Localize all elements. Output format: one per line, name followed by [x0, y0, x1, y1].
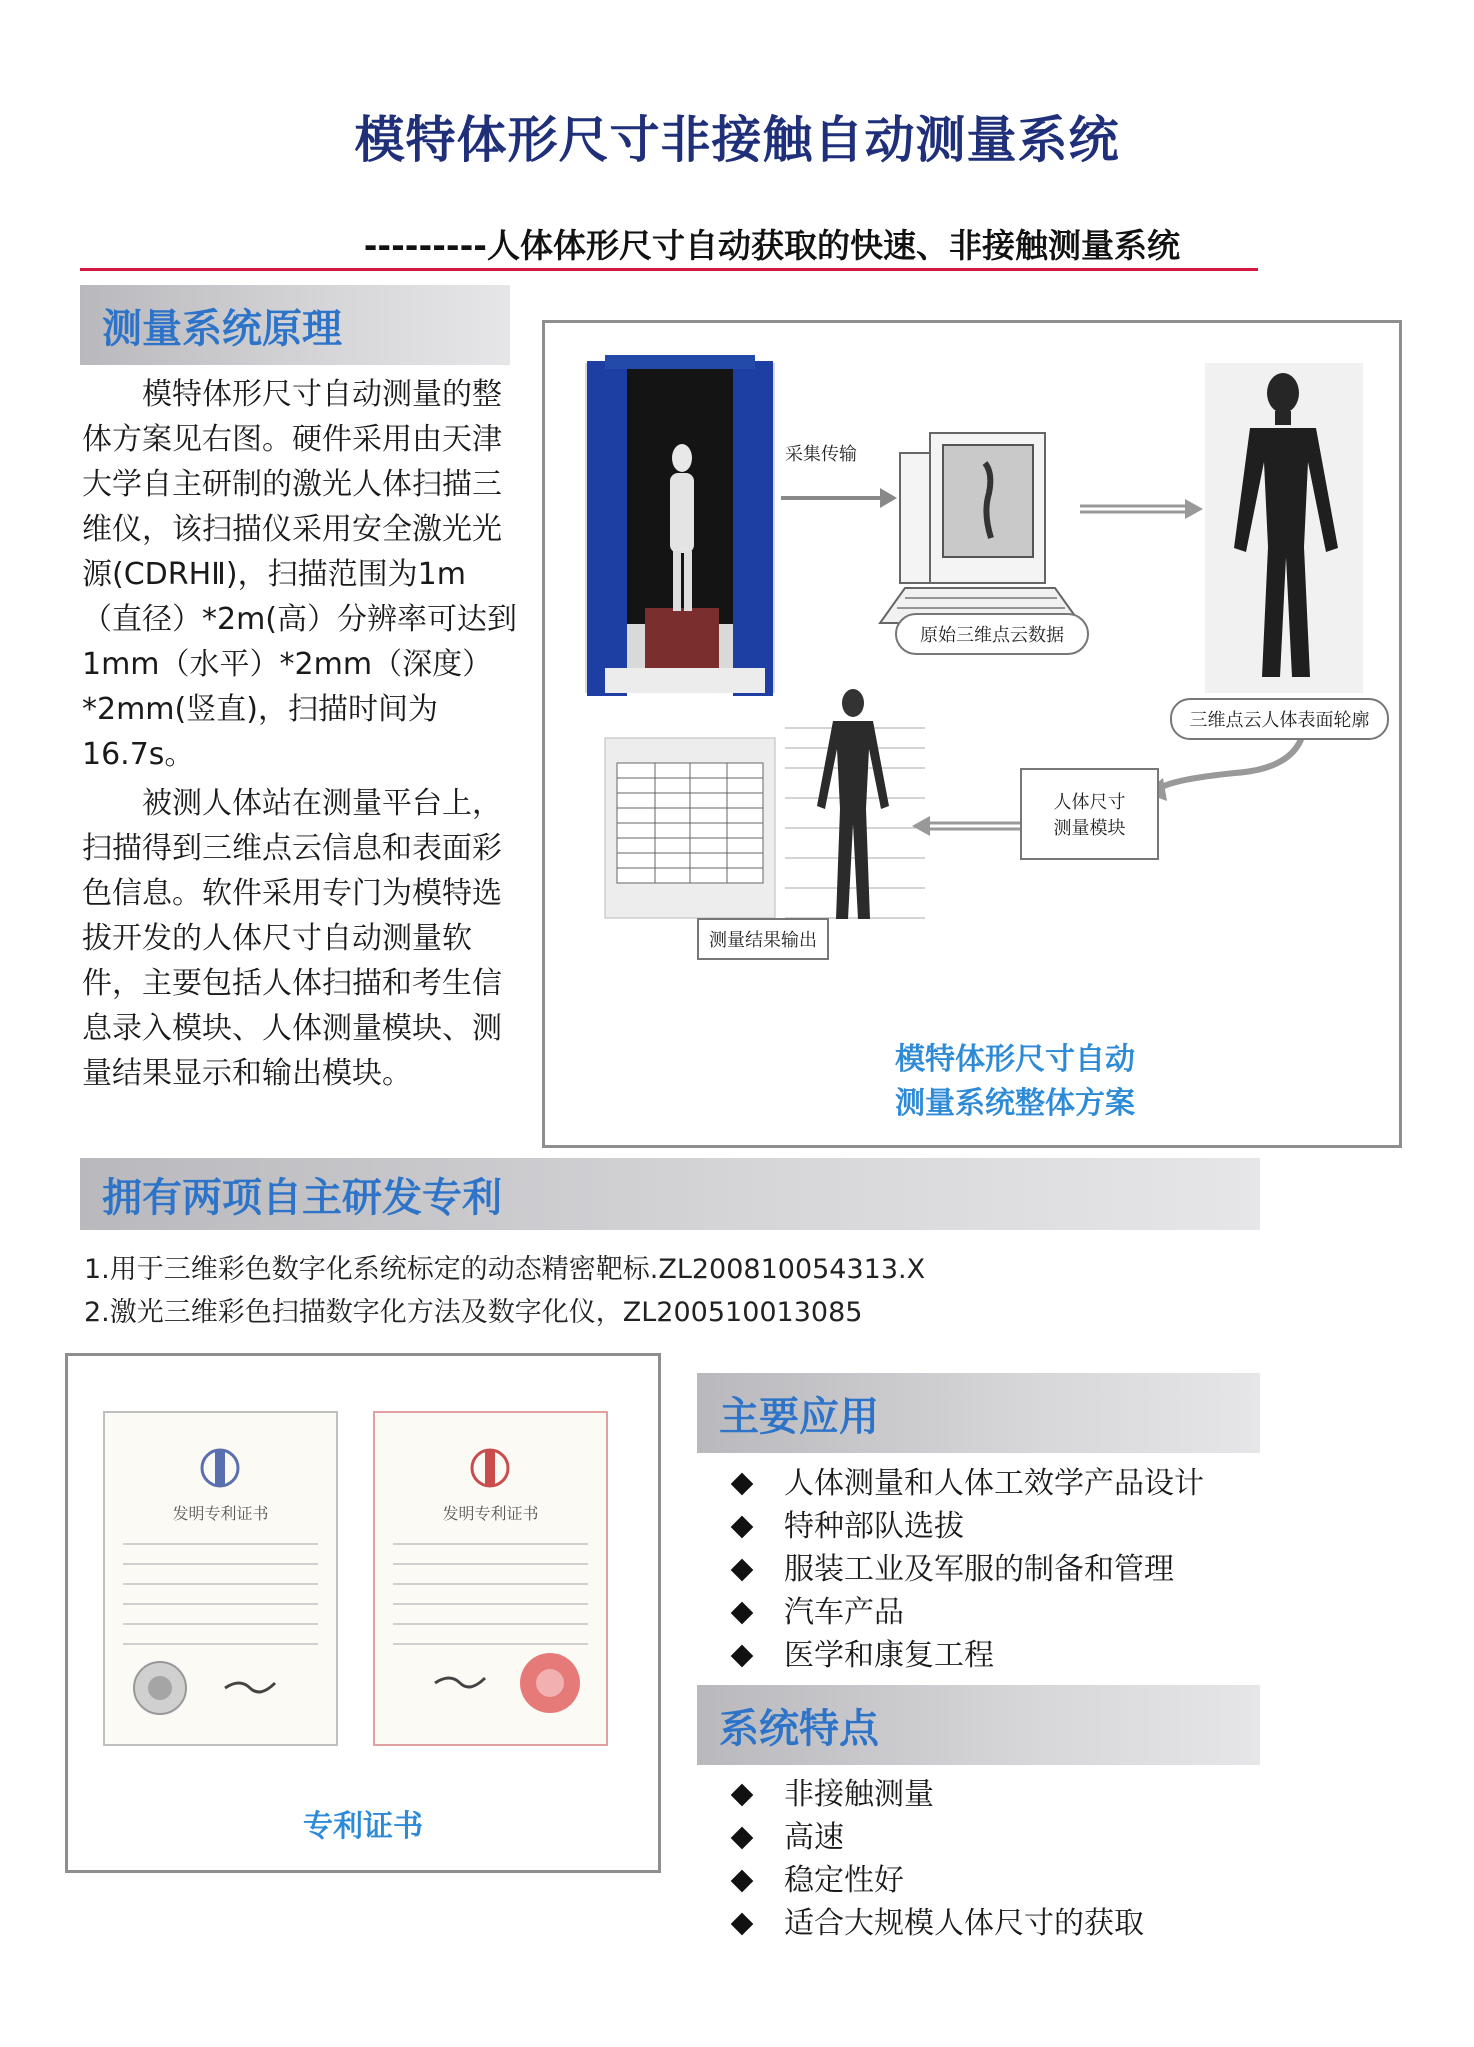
module-box — [1020, 768, 1159, 860]
patent-certificate-left — [103, 1411, 338, 1746]
system-diagram — [542, 320, 1402, 1148]
measurement-figure-image — [785, 689, 925, 919]
feature-item: 适合大规模人体尺寸的获取 — [718, 1902, 1144, 1945]
application-item: 医学和康复工程 — [718, 1634, 1204, 1677]
title-divider — [80, 268, 1258, 271]
cert-title-left: 发明专利证书 — [172, 1504, 269, 1523]
diamond-bullet-icon — [731, 1783, 754, 1806]
label-module-line1: 人体尺寸 — [1053, 792, 1126, 813]
application-item: 汽车产品 — [718, 1591, 1204, 1634]
patent-item-1: 1.用于三维彩色数字化系统标定的动态精密靶标.ZL200810054313.X — [84, 1254, 926, 1285]
feature-item: 非接触测量 — [718, 1773, 1144, 1816]
section-heading-principle: 测量系统原理 — [80, 285, 510, 365]
diamond-bullet-icon — [731, 1912, 754, 1935]
application-item: 服装工业及军服的制备和管理 — [718, 1548, 1204, 1591]
features-list — [718, 1773, 1144, 1945]
arrow-module-to-output — [912, 816, 1020, 836]
diagram-caption — [795, 1038, 1235, 1126]
diamond-bullet-icon — [731, 1601, 754, 1624]
certificate-emblem-icon — [105, 1413, 336, 1744]
arrow-to-contour — [1080, 499, 1203, 519]
applications-list — [718, 1462, 1204, 1677]
application-item: 特种部队选拔 — [718, 1505, 1204, 1548]
diamond-bullet-icon — [731, 1644, 754, 1667]
principle-paragraph-1: 模特体形尺寸自动测量的整体方案见右图。硬件采用由天津大学自主研制的激光人体扫描三维仪，该扫描仪采用安全激光光源(CDRHⅡ)，扫描范围为1m（直径）*2m(高）分辨率可达到1mm（水平）*2mm（深度）*2mm(竖直)，扫描时间为16.7s。 — [82, 377, 518, 772]
result-table-image — [605, 738, 775, 918]
point-cloud-figure-image — [1205, 363, 1363, 693]
principle-text — [82, 372, 522, 1100]
diamond-bullet-icon — [731, 1869, 754, 1892]
patent-item-2: 2.激光三维彩色扫描数字化方法及数字化仪，ZL200510013085 — [84, 1297, 863, 1328]
label-output: 测量结果输出 — [697, 918, 829, 960]
diamond-bullet-icon — [731, 1826, 754, 1849]
label-pointcloud: 原始三维点云数据 — [895, 613, 1089, 655]
page-title: 模特体形尺寸非接触自动测量系统 — [354, 111, 1120, 169]
certificate-caption: 专利证书 — [303, 1809, 423, 1844]
label-module-line2: 测量模块 — [1053, 818, 1126, 839]
label-contour: 三维点云人体表面轮廓 — [1170, 698, 1389, 740]
section-heading-patents: 拥有两项自主研发专利 — [80, 1158, 1260, 1230]
application-item: 人体测量和人体工效学产品设计 — [718, 1462, 1204, 1505]
patent-certificate-right — [373, 1411, 608, 1746]
principle-paragraph-2: 被测人体站在测量平台上，扫描得到三维点云信息和表面彩色信息。软件采用专门为模特选拔开发的人体尺寸自动测量软件，主要包括人体扫描和考生信息录入模块、人体测量模块、测量结果显示和输出模块。 — [82, 786, 502, 1091]
diamond-bullet-icon — [731, 1515, 754, 1538]
patent-certificates-frame — [65, 1353, 661, 1873]
section-heading-applications: 主要应用 — [697, 1373, 1260, 1453]
arrow-acquire — [781, 488, 897, 508]
cert-title-right: 发明专利证书 — [442, 1504, 539, 1523]
diagram-caption-line1: 模特体形尺寸自动 — [895, 1042, 1135, 1077]
section-heading-features: 系统特点 — [697, 1685, 1260, 1765]
label-acquire: 采集传输 — [785, 440, 857, 466]
feature-item: 稳定性好 — [718, 1859, 1144, 1902]
scanner-booth-image — [585, 355, 775, 696]
page-subtitle: ---------人体体形尺寸自动获取的快速、非接触测量系统 — [363, 226, 1180, 265]
diagram-caption-line2: 测量系统整体方案 — [895, 1086, 1135, 1121]
feature-item: 高速 — [718, 1816, 1144, 1859]
certificate-seal-icon — [375, 1413, 606, 1744]
computer-image — [880, 433, 1080, 623]
diamond-bullet-icon — [731, 1472, 754, 1495]
diamond-bullet-icon — [731, 1558, 754, 1581]
